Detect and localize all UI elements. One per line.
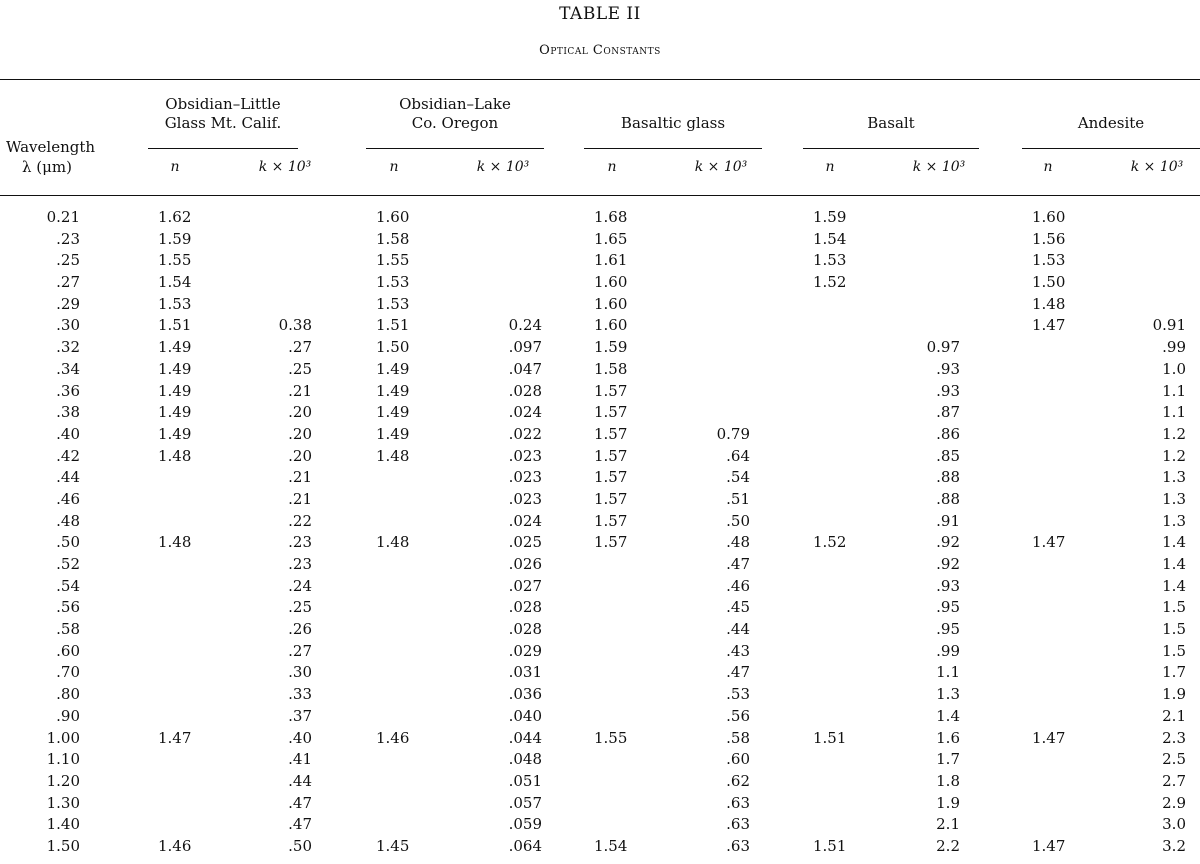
obsidian-lake-k-cell: .036 <box>508 685 542 704</box>
basaltic-glass-n-cell: 1.61 <box>594 251 628 270</box>
table-subtitle: Optical Constants <box>539 43 661 58</box>
table-row <box>0 771 1200 793</box>
col-header-k: k × 10³ <box>912 159 966 175</box>
obsidian-little-k-cell: .25 <box>288 598 312 617</box>
andesite-k-cell: 1.2 <box>1162 424 1186 443</box>
andesite-k-cell: 1.3 <box>1162 468 1186 487</box>
basaltic-glass-n-cell: 1.57 <box>594 403 628 422</box>
basalt-k-cell: 0.97 <box>926 338 960 357</box>
basaltic-glass-k-cell: .50 <box>726 511 750 530</box>
obsidian-lake-k-cell: .023 <box>508 446 542 465</box>
table-row <box>0 836 1200 858</box>
table-row <box>0 814 1200 836</box>
basalt-k-cell: .86 <box>936 424 960 443</box>
basaltic-glass-n-cell: 1.59 <box>594 338 628 357</box>
group-header-obsidian-lake <box>366 95 544 133</box>
obsidian-lake-k-cell: .023 <box>508 468 542 487</box>
stub-header-line2: λ (μm) <box>22 158 72 176</box>
andesite-k-cell: 1.1 <box>1162 403 1186 422</box>
andesite-n-cell: 1.48 <box>1032 294 1066 313</box>
obsidian-little-n-cell: 1.48 <box>158 533 192 552</box>
wavelength-cell: .44 <box>56 468 80 487</box>
basalt-k-cell: .93 <box>936 381 960 400</box>
group-header-line2: Basalt <box>867 114 915 132</box>
table-row <box>0 402 1200 424</box>
group-header-andesite <box>1022 95 1200 133</box>
obsidian-lake-n-cell: 1.49 <box>376 381 410 400</box>
andesite-k-cell: 2.1 <box>1162 706 1186 725</box>
andesite-k-cell: 1.0 <box>1162 359 1186 378</box>
obsidian-lake-n-cell: 1.55 <box>376 251 410 270</box>
wavelength-cell: .38 <box>56 403 80 422</box>
obsidian-lake-n-cell: 1.48 <box>376 446 410 465</box>
andesite-k-cell: 1.5 <box>1162 620 1186 639</box>
basaltic-glass-k-cell: .44 <box>726 620 750 639</box>
obsidian-lake-k-cell: .022 <box>508 424 542 443</box>
basaltic-glass-n-cell: 1.57 <box>594 381 628 400</box>
basaltic-glass-n-cell: 1.57 <box>594 446 628 465</box>
col-header-n: n <box>1043 159 1053 175</box>
obsidian-little-k-cell: .21 <box>288 381 312 400</box>
obsidian-lake-k-cell: .040 <box>508 706 542 725</box>
wavelength-cell: .90 <box>56 706 80 725</box>
table-row <box>0 728 1200 750</box>
andesite-k-cell: 2.7 <box>1162 771 1186 790</box>
group-header-line1: Obsidian–Little <box>165 95 281 113</box>
basalt-k-cell: .92 <box>936 533 960 552</box>
wavelength-cell: .27 <box>56 273 80 292</box>
obsidian-little-k-cell: .40 <box>288 728 312 747</box>
table-row <box>0 359 1200 381</box>
basaltic-glass-n-cell: 1.57 <box>594 424 628 443</box>
obsidian-lake-k-cell: .059 <box>508 815 542 834</box>
group-rule <box>584 148 762 149</box>
table-row <box>0 749 1200 771</box>
table-row <box>0 229 1200 251</box>
obsidian-lake-k-cell: .024 <box>508 511 542 530</box>
basaltic-glass-k-cell: .63 <box>726 793 750 812</box>
group-header-line1 <box>584 95 762 114</box>
table-body <box>0 207 1200 858</box>
basaltic-glass-k-cell: .62 <box>726 771 750 790</box>
basalt-k-cell: .88 <box>936 489 960 508</box>
top-rule <box>0 79 1200 80</box>
wavelength-cell: 1.40 <box>46 815 80 834</box>
group-header-line1 <box>803 95 979 114</box>
basaltic-glass-n-cell: 1.60 <box>594 316 628 335</box>
table-row <box>0 207 1200 229</box>
obsidian-lake-k-cell: .024 <box>508 403 542 422</box>
andesite-k-cell: 1.4 <box>1162 576 1186 595</box>
basaltic-glass-k-cell: 0.79 <box>716 424 750 443</box>
table-row <box>0 250 1200 272</box>
basalt-n-cell: 1.51 <box>813 728 847 747</box>
stub-header-line1: Wavelength <box>6 138 96 156</box>
table-row <box>0 294 1200 316</box>
obsidian-little-k-cell: .37 <box>288 706 312 725</box>
obsidian-little-k-cell: 0.38 <box>278 316 312 335</box>
obsidian-lake-k-cell: .051 <box>508 771 542 790</box>
obsidian-lake-k-cell: .044 <box>508 728 542 747</box>
basalt-k-cell: 1.1 <box>936 663 960 682</box>
basaltic-glass-k-cell: .51 <box>726 489 750 508</box>
andesite-k-cell: 1.3 <box>1162 489 1186 508</box>
andesite-k-cell: 1.5 <box>1162 598 1186 617</box>
obsidian-little-k-cell: .41 <box>288 750 312 769</box>
andesite-k-cell: 1.1 <box>1162 381 1186 400</box>
andesite-k-cell: .99 <box>1162 338 1186 357</box>
obsidian-little-n-cell: 1.54 <box>158 273 192 292</box>
group-header-obsidian-little-glass <box>148 95 298 133</box>
group-header-basalt <box>803 95 979 133</box>
obsidian-lake-k-cell: .097 <box>508 338 542 357</box>
wavelength-cell: .58 <box>56 620 80 639</box>
andesite-k-cell: 3.2 <box>1162 836 1186 855</box>
basaltic-glass-k-cell: .43 <box>726 641 750 660</box>
stub-header <box>6 137 95 177</box>
obsidian-little-n-cell: 1.62 <box>158 208 192 226</box>
basalt-n-cell: 1.54 <box>813 229 847 248</box>
table-row <box>0 315 1200 337</box>
table-row <box>0 489 1200 511</box>
wavelength-cell: 1.00 <box>46 728 80 747</box>
wavelength-cell: .80 <box>56 685 80 704</box>
obsidian-lake-n-cell: 1.53 <box>376 273 410 292</box>
andesite-n-cell: 1.47 <box>1032 533 1066 552</box>
basaltic-glass-k-cell: .45 <box>726 598 750 617</box>
col-header-k: k × 10³ <box>476 159 530 175</box>
andesite-k-cell: 0.91 <box>1152 316 1186 335</box>
obsidian-little-n-cell: 1.49 <box>158 338 192 357</box>
obsidian-lake-n-cell: 1.49 <box>376 424 410 443</box>
col-header-k: k × 10³ <box>694 159 748 175</box>
obsidian-little-k-cell: .23 <box>288 533 312 552</box>
basaltic-glass-k-cell: .63 <box>726 836 750 855</box>
table-row <box>0 532 1200 554</box>
group-header-line2: Glass Mt. Calif. <box>164 114 282 132</box>
col-header-k: k × 10³ <box>258 159 312 175</box>
obsidian-lake-k-cell: .028 <box>508 620 542 639</box>
obsidian-little-k-cell: .27 <box>288 338 312 357</box>
wavelength-cell: 1.20 <box>46 771 80 790</box>
wavelength-cell: .56 <box>56 598 80 617</box>
obsidian-little-k-cell: .47 <box>288 815 312 834</box>
obsidian-lake-n-cell: 1.58 <box>376 229 410 248</box>
andesite-k-cell: 1.3 <box>1162 511 1186 530</box>
wavelength-cell: .60 <box>56 641 80 660</box>
table-row <box>0 706 1200 728</box>
obsidian-little-k-cell: .20 <box>288 403 312 422</box>
andesite-n-cell: 1.50 <box>1032 273 1066 292</box>
wavelength-cell: 1.30 <box>46 793 80 812</box>
basalt-k-cell: .99 <box>936 641 960 660</box>
wavelength-cell: .54 <box>56 576 80 595</box>
obsidian-little-k-cell: .20 <box>288 424 312 443</box>
obsidian-little-n-cell: 1.49 <box>158 359 192 378</box>
obsidian-little-k-cell: .24 <box>288 576 312 595</box>
wavelength-cell: .34 <box>56 359 80 378</box>
andesite-k-cell: 1.4 <box>1162 533 1186 552</box>
table-row <box>0 576 1200 598</box>
basaltic-glass-k-cell: .64 <box>726 446 750 465</box>
table-row <box>0 662 1200 684</box>
andesite-k-cell: 2.9 <box>1162 793 1186 812</box>
obsidian-little-n-cell: 1.55 <box>158 251 192 270</box>
wavelength-cell: .70 <box>56 663 80 682</box>
group-header-line2: Basaltic glass <box>620 114 726 132</box>
group-header-basaltic-glass <box>584 95 762 133</box>
obsidian-little-k-cell: .21 <box>288 489 312 508</box>
andesite-n-cell: 1.47 <box>1032 316 1066 335</box>
obsidian-little-k-cell: .50 <box>288 836 312 855</box>
wavelength-cell: .23 <box>56 229 80 248</box>
basalt-k-cell: 1.4 <box>936 706 960 725</box>
basaltic-glass-n-cell: 1.58 <box>594 359 628 378</box>
obsidian-lake-n-cell: 1.60 <box>376 208 410 226</box>
obsidian-lake-k-cell: .048 <box>508 750 542 769</box>
obsidian-lake-k-cell: 0.24 <box>508 316 542 335</box>
obsidian-lake-k-cell: .023 <box>508 489 542 508</box>
wavelength-cell: .42 <box>56 446 80 465</box>
andesite-k-cell: 2.5 <box>1162 750 1186 769</box>
obsidian-lake-n-cell: 1.45 <box>376 836 410 855</box>
obsidian-little-k-cell: .44 <box>288 771 312 790</box>
obsidian-lake-k-cell: .064 <box>508 836 542 855</box>
basaltic-glass-k-cell: .53 <box>726 685 750 704</box>
obsidian-little-k-cell: .23 <box>288 555 312 573</box>
basaltic-glass-n-cell: 1.60 <box>594 294 628 313</box>
andesite-n-cell: 1.60 <box>1032 208 1066 226</box>
basaltic-glass-n-cell: 1.57 <box>594 511 628 530</box>
obsidian-little-n-cell: 1.46 <box>158 836 192 855</box>
basaltic-glass-k-cell: .58 <box>726 728 750 747</box>
col-header-n: n <box>389 159 399 175</box>
basalt-k-cell: 1.7 <box>936 750 960 769</box>
andesite-k-cell: 2.3 <box>1162 728 1186 747</box>
basaltic-glass-k-cell: .60 <box>726 750 750 769</box>
wavelength-cell: .36 <box>56 381 80 400</box>
table-row <box>0 597 1200 619</box>
group-header-line2: Andesite <box>1077 114 1145 132</box>
basaltic-glass-k-cell: .47 <box>726 663 750 682</box>
basalt-k-cell: 1.6 <box>936 728 960 747</box>
obsidian-lake-n-cell: 1.49 <box>376 359 410 378</box>
basalt-n-cell: 1.51 <box>813 836 847 855</box>
wavelength-cell: 1.10 <box>46 750 80 769</box>
andesite-n-cell: 1.47 <box>1032 836 1066 855</box>
basaltic-glass-n-cell: 1.57 <box>594 468 628 487</box>
obsidian-little-k-cell: .27 <box>288 641 312 660</box>
andesite-k-cell: 1.7 <box>1162 663 1186 682</box>
obsidian-lake-k-cell: .026 <box>508 555 542 573</box>
basaltic-glass-k-cell: .46 <box>726 576 750 595</box>
obsidian-lake-n-cell: 1.53 <box>376 294 410 313</box>
basalt-k-cell: .85 <box>936 446 960 465</box>
andesite-k-cell: 1.4 <box>1162 555 1186 573</box>
col-header-n: n <box>607 159 617 175</box>
basalt-n-cell: 1.53 <box>813 251 847 270</box>
basalt-k-cell: .95 <box>936 620 960 639</box>
table-row <box>0 272 1200 294</box>
basalt-k-cell: 2.2 <box>936 836 960 855</box>
obsidian-little-n-cell: 1.48 <box>158 446 192 465</box>
basalt-n-cell: 1.52 <box>813 533 847 552</box>
group-rule <box>1022 148 1200 149</box>
basalt-k-cell: 1.9 <box>936 793 960 812</box>
basalt-k-cell: .93 <box>936 576 960 595</box>
basaltic-glass-k-cell: .47 <box>726 555 750 573</box>
table-row <box>0 684 1200 706</box>
obsidian-little-n-cell: 1.49 <box>158 424 192 443</box>
basaltic-glass-n-cell: 1.57 <box>594 533 628 552</box>
obsidian-little-n-cell: 1.53 <box>158 294 192 313</box>
obsidian-lake-n-cell: 1.48 <box>376 533 410 552</box>
basaltic-glass-k-cell: .63 <box>726 815 750 834</box>
wavelength-cell: 0.21 <box>46 208 80 226</box>
obsidian-lake-n-cell: 1.50 <box>376 338 410 357</box>
obsidian-little-k-cell: .26 <box>288 620 312 639</box>
basaltic-glass-n-cell: 1.54 <box>594 836 628 855</box>
table-row <box>0 793 1200 815</box>
basalt-k-cell: .92 <box>936 555 960 573</box>
obsidian-lake-k-cell: .027 <box>508 576 542 595</box>
basalt-k-cell: .95 <box>936 598 960 617</box>
wavelength-cell: .29 <box>56 294 80 313</box>
obsidian-lake-k-cell: .028 <box>508 381 542 400</box>
obsidian-little-n-cell: 1.59 <box>158 229 192 248</box>
obsidian-lake-k-cell: .025 <box>508 533 542 552</box>
group-rule <box>148 148 298 149</box>
group-header-line1: Obsidian–Lake <box>399 95 511 113</box>
obsidian-lake-k-cell: .047 <box>508 359 542 378</box>
obsidian-little-k-cell: .21 <box>288 468 312 487</box>
basalt-n-cell: 1.59 <box>813 208 847 226</box>
table-row <box>0 446 1200 468</box>
table-row <box>0 619 1200 641</box>
table-title: TABLE II <box>559 4 641 24</box>
basalt-k-cell: 2.1 <box>936 815 960 834</box>
basaltic-glass-n-cell: 1.55 <box>594 728 628 747</box>
wavelength-cell: .40 <box>56 424 80 443</box>
obsidian-little-n-cell: 1.49 <box>158 381 192 400</box>
obsidian-lake-n-cell: 1.51 <box>376 316 410 335</box>
obsidian-little-k-cell: .20 <box>288 446 312 465</box>
andesite-k-cell: 3.0 <box>1162 815 1186 834</box>
wavelength-cell: .32 <box>56 338 80 357</box>
col-header-n: n <box>825 159 835 175</box>
col-header-k: k × 10³ <box>1130 159 1184 175</box>
group-rule <box>803 148 979 149</box>
andesite-n-cell: 1.56 <box>1032 229 1066 248</box>
wavelength-cell: .52 <box>56 555 80 573</box>
basalt-k-cell: 1.3 <box>936 685 960 704</box>
table-row <box>0 467 1200 489</box>
table-row <box>0 424 1200 446</box>
basaltic-glass-n-cell: 1.65 <box>594 229 628 248</box>
andesite-k-cell: 1.5 <box>1162 641 1186 660</box>
andesite-k-cell: 1.2 <box>1162 446 1186 465</box>
obsidian-lake-k-cell: .031 <box>508 663 542 682</box>
basalt-k-cell: .87 <box>936 403 960 422</box>
table-row <box>0 337 1200 359</box>
basalt-k-cell: 1.8 <box>936 771 960 790</box>
obsidian-lake-n-cell: 1.46 <box>376 728 410 747</box>
andesite-n-cell: 1.47 <box>1032 728 1066 747</box>
wavelength-cell: .30 <box>56 316 80 335</box>
wavelength-cell: .50 <box>56 533 80 552</box>
wavelength-cell: .46 <box>56 489 80 508</box>
andesite-n-cell: 1.53 <box>1032 251 1066 270</box>
basaltic-glass-k-cell: .54 <box>726 468 750 487</box>
basalt-n-cell: 1.52 <box>813 273 847 292</box>
table-row <box>0 511 1200 533</box>
obsidian-little-k-cell: .22 <box>288 511 312 530</box>
obsidian-lake-n-cell: 1.49 <box>376 403 410 422</box>
wavelength-cell: 1.50 <box>46 836 80 855</box>
obsidian-little-k-cell: .47 <box>288 793 312 812</box>
table-row <box>0 381 1200 403</box>
obsidian-little-n-cell: 1.47 <box>158 728 192 747</box>
table-row <box>0 554 1200 576</box>
basaltic-glass-n-cell: 1.57 <box>594 489 628 508</box>
obsidian-lake-k-cell: .057 <box>508 793 542 812</box>
basaltic-glass-n-cell: 1.60 <box>594 273 628 292</box>
basalt-k-cell: .91 <box>936 511 960 530</box>
wavelength-cell: .48 <box>56 511 80 530</box>
group-header-line2: Co. Oregon <box>411 114 499 132</box>
col-header-n: n <box>170 159 180 175</box>
obsidian-little-k-cell: .30 <box>288 663 312 682</box>
obsidian-little-n-cell: 1.51 <box>158 316 192 335</box>
wavelength-cell: .25 <box>56 251 80 270</box>
table-row <box>0 641 1200 663</box>
basalt-k-cell: .93 <box>936 359 960 378</box>
group-rule <box>366 148 544 149</box>
group-header-line1 <box>1022 95 1200 114</box>
basaltic-glass-k-cell: .56 <box>726 706 750 725</box>
obsidian-little-k-cell: .33 <box>288 685 312 704</box>
obsidian-lake-k-cell: .028 <box>508 598 542 617</box>
header-rule <box>0 195 1200 196</box>
andesite-k-cell: 1.9 <box>1162 685 1186 704</box>
basaltic-glass-k-cell: .48 <box>726 533 750 552</box>
basaltic-glass-n-cell: 1.68 <box>594 208 628 226</box>
obsidian-lake-k-cell: .029 <box>508 641 542 660</box>
obsidian-little-k-cell: .25 <box>288 359 312 378</box>
obsidian-little-n-cell: 1.49 <box>158 403 192 422</box>
basalt-k-cell: .88 <box>936 468 960 487</box>
